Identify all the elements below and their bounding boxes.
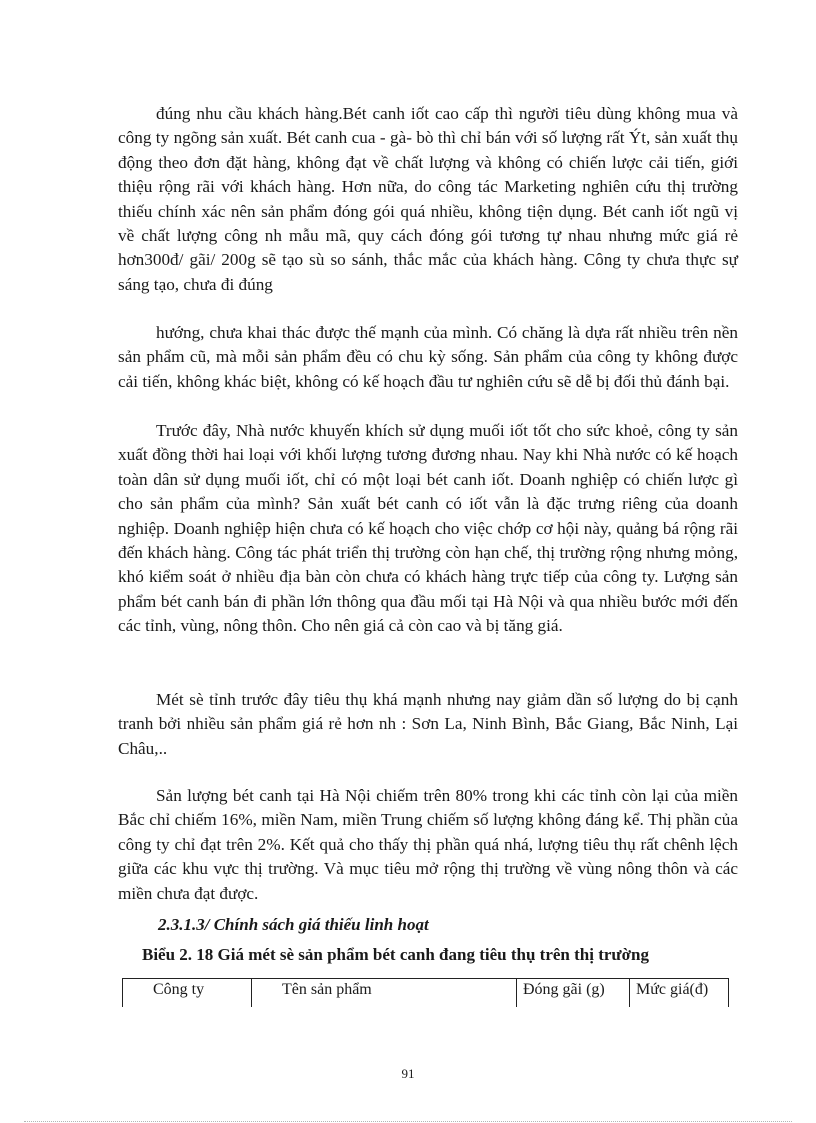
section-heading: 2.3.1.3/ Chính sách giá thiếu linh hoạt: [158, 915, 429, 934]
paragraph-provinces: Mét sè tỉnh trước đây tiêu thụ khá mạnh nhưng nay giảm dần số lượng do bị cạnh tranh bởi nhiều sản phẩm giá rẻ hơn nh : Sơn La, Ninh Bình, Bắc Giang, Bắc Ninh, Lại Châu,..: [118, 690, 738, 758]
paragraph-iodine-market: Trước đây, Nhà nước khuyến khích sử dụng muối iốt tốt cho sức khoẻ, công ty sản xuất đồng thời hai loại với khối lượng tương đương nhau. Nay khi Nhà nước có kế hoạch toàn dân sử dụng muối iốt, chỉ có một loại bét canh iốt. Doanh nghiệp có chiến lược gì cho sản phẩm của mình? Sản xuất bét canh có iốt vẫn là đặc trưng riêng của doanh nghiệp. Doanh nghiệp hiện chưa có kế hoạch cho việc chớp cơ hội này, quảng bá rộng rãi đến khách hàng. Công tác phát triển thị trường còn hạn chế, thị trường rộng nhưng mỏng, khó kiểm soát ở nhiều địa bàn còn chưa có khách hàng trực tiếp của công ty. Lượng sản phẩm bét canh bán đi phần lớn thông qua đầu mối tại Hà Nội và qua nhiều bước mới đến các tỉnh, vùng, nông thôn. Cho nên giá cả còn cao và bị tăng giá.: [118, 421, 738, 636]
paragraph-direction: hướng, chưa khai thác được thế mạnh của mình. Có chăng là dựa rất nhiều trên nền sản phẩm cũ, mà mỗi sản phẩm đều có chu kỳ sống. Sản phẩm của công ty không được cải tiến, không khác biệt, không có kế hoạch đầu tư nghiên cứu sẽ dễ bị đối thủ đánh bại.: [118, 323, 738, 391]
paragraph-market-share: Sản lượng bét canh tại Hà Nội chiếm trên 80% trong khi các tỉnh còn lại của miền Bắc chỉ chiếm 16%, miền Nam, miền Trung chiếm số lượng không đáng kể. Thị phần của công ty chỉ đạt trên 2%. Kết quả cho thấy thị phần quá nhá, lượng tiêu thụ rất chênh lệch giữa các khu vực thị trường. Và mục tiêu mở rộng thị trường về vùng nông thôn và các miền chưa đạt được.: [118, 786, 738, 903]
col-price: Mức giá(đ): [630, 979, 729, 1008]
col-package-weight: Đóng gãi (g): [517, 979, 630, 1008]
paragraph-product-issues: đúng nhu cầu khách hàng.Bét canh iốt cao cấp thì người tiêu dùng không mua và công ty ngõng sản xuất. Bét canh cua - gà- bò thì chỉ bán với số lượng rất Ýt, sản xuất thụ động theo đơn đặt hàng, không đạt về chất lượng và không có chiến lược cải tiến, giới thiệu rộng rãi với khách hàng. Hơn nữa, do công tác Marketing nghiên cứu thị trường thiếu chính xác nên sản phẩm đóng gói quá nhiều, không tiện dụng. Bét canh iốt ngũ vị về chất lượng công nh mẫu mã, quy cách đóng gói tương tự nhau nhưng mức giá rẻ hơn300đ/ gãi/ 200g sẽ tạo sù so sánh, thắc mắc của khách hàng. Công ty chưa thực sự sáng tạo, chưa đi đúng: [118, 104, 738, 294]
page-number: 91: [401, 1066, 415, 1081]
price-table: [122, 978, 729, 1007]
table-caption: Biểu 2. 18 Giá mét sè sản phẩm bét canh đang tiêu thụ trên thị trường: [142, 945, 649, 964]
table-header-row: [123, 979, 729, 1008]
col-product-name: Tên sản phẩm: [252, 979, 517, 1008]
col-company: Công ty: [123, 979, 252, 1008]
page-bottom-divider: [24, 1121, 792, 1122]
